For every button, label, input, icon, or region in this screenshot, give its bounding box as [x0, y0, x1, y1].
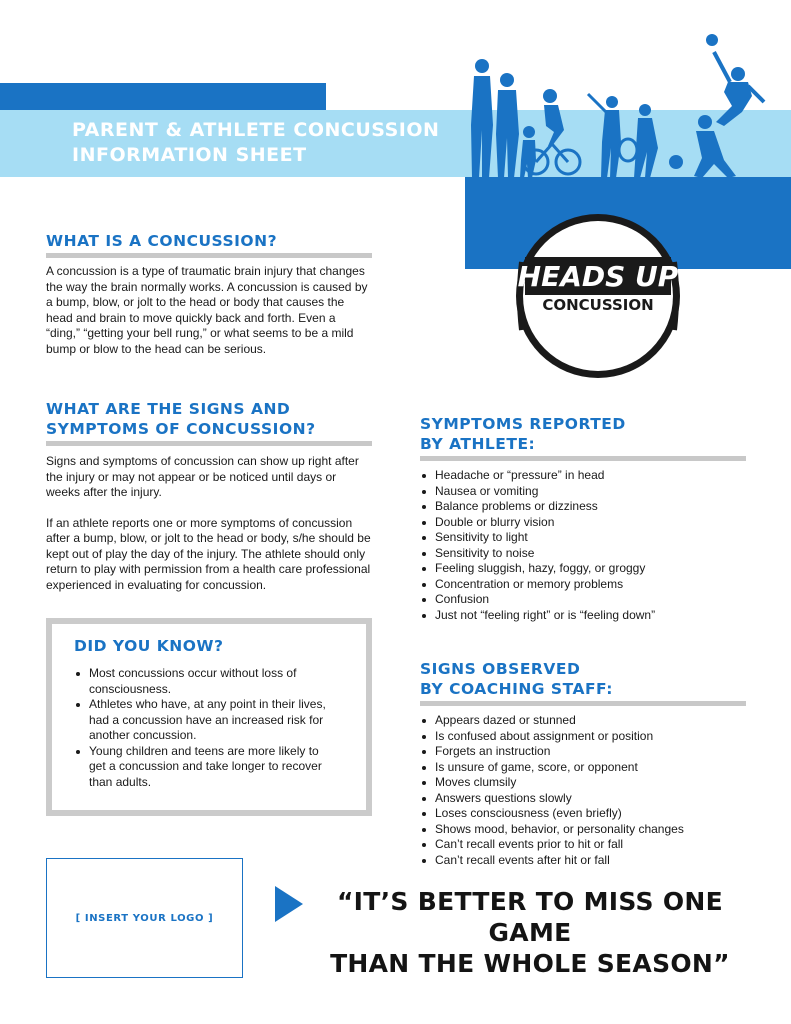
did-you-know-box	[46, 618, 372, 816]
symptoms-athlete-section	[420, 414, 746, 623]
signs-symptoms-heading	[46, 399, 372, 439]
symptom-item: Concentration or memory problems	[420, 577, 746, 593]
symptom-item: Sensitivity to light	[420, 530, 746, 546]
page-title	[72, 118, 462, 168]
quote-line2: THAN THE WHOLE SEASON”	[330, 949, 730, 978]
sign-item: Shows mood, behavior, or personality changes	[420, 822, 746, 838]
section-rule	[420, 456, 746, 461]
sign-item: Loses consciousness (even briefly)	[420, 806, 746, 822]
signs-coaching-heading-line1: SIGNS OBSERVED	[420, 660, 581, 678]
symptom-item: Confusion	[420, 592, 746, 608]
sign-item: Is unsure of game, score, or opponent	[420, 760, 746, 776]
sign-item: Forgets an instruction	[420, 744, 746, 760]
page-title-line1: PARENT & ATHLETE CONCUSSION	[72, 119, 440, 141]
quote-line1: “IT’S BETTER TO MISS ONE GAME	[336, 887, 724, 947]
symptoms-athlete-heading	[420, 414, 746, 454]
signs-symptoms-heading-line2: SYMPTOMS OF CONCUSSION?	[46, 420, 316, 438]
heads-up-concussion-logo	[498, 212, 698, 380]
symptom-item: Headache or “pressure” in head	[420, 468, 746, 484]
symptom-item: Balance problems or dizziness	[420, 499, 746, 515]
symptom-item: Double or blurry vision	[420, 515, 746, 531]
section-rule	[46, 253, 372, 258]
symptom-item: Just not “feeling right” or is “feeling down”	[420, 608, 746, 624]
did-you-know-heading: DID YOU KNOW?	[74, 637, 224, 655]
badge-line1: HEADS UP	[517, 260, 679, 293]
symptoms-athlete-list	[420, 468, 746, 623]
sign-item: Can’t recall events prior to hit or fall	[420, 837, 746, 853]
signs-symptoms-heading-line1: WHAT ARE THE SIGNS AND	[46, 400, 291, 418]
sign-item: Appears dazed or stunned	[420, 713, 746, 729]
sign-item: Moves clumsily	[420, 775, 746, 791]
badge-line2: CONCUSSION	[542, 296, 654, 314]
closing-quote	[310, 886, 750, 979]
header-band-dark	[0, 83, 326, 110]
signs-coaching-heading	[420, 659, 746, 699]
symptom-item: Nausea or vomiting	[420, 484, 746, 500]
sign-item: Is confused about assignment or position	[420, 729, 746, 745]
symptom-item: Feeling sluggish, hazy, foggy, or groggy	[420, 561, 746, 577]
did-you-know-item: Athletes who have, at any point in their lives, had a concussion have an increased risk for another concussion.	[74, 697, 336, 744]
symptoms-athlete-heading-line2: BY ATHLETE:	[420, 435, 536, 453]
signs-coaching-section	[420, 659, 746, 868]
signs-coaching-heading-line2: BY COACHING STAFF:	[420, 680, 613, 698]
sign-item: Can’t recall events after hit or fall	[420, 853, 746, 869]
what-is-body: A concussion is a type of traumatic brain injury that changes the way the brain normally works. A concussion is caused by a bump, blow, or jolt to the head or body that causes the head and brain to move quickly back and forth. Even a “ding,” “getting your bell rung,” or what seems to be a mild bump or blow to the head can be serious.	[46, 264, 368, 356]
logo-placeholder-text: [ INSERT YOUR LOGO ]	[75, 912, 214, 924]
did-you-know-list	[74, 666, 336, 790]
section-rule	[420, 701, 746, 706]
signs-symptoms-section	[46, 399, 372, 593]
logo-placeholder-box[interactable]	[46, 858, 243, 978]
did-you-know-item: Young children and teens are more likely to get a concussion and take longer to recover than adults.	[74, 744, 336, 791]
signs-symptoms-para2: If an athlete reports one or more symptoms of concussion after a bump, blow, or jolt to the head or body, s/he should be kept out of play the day of the injury. The athlete should only return to play with permission from a health care professional experienced in evaluating for concussion.	[46, 515, 371, 592]
athlete-silhouettes-icon	[462, 30, 791, 180]
symptoms-athlete-heading-line1: SYMPTOMS REPORTED	[420, 415, 626, 433]
what-is-heading: WHAT IS A CONCUSSION?	[46, 232, 278, 250]
what-is-section	[46, 231, 372, 357]
section-rule	[46, 441, 372, 446]
sign-item: Answers questions slowly	[420, 791, 746, 807]
play-arrow-icon	[275, 886, 303, 922]
signs-symptoms-para1: Signs and symptoms of concussion can show up right after the injury or may not appear or be noticed until days or weeks after the injury.	[46, 454, 359, 499]
page-title-line2: INFORMATION SHEET	[72, 144, 307, 166]
did-you-know-item: Most concussions occur without loss of consciousness.	[74, 666, 336, 697]
signs-coaching-list	[420, 713, 746, 868]
symptom-item: Sensitivity to noise	[420, 546, 746, 562]
